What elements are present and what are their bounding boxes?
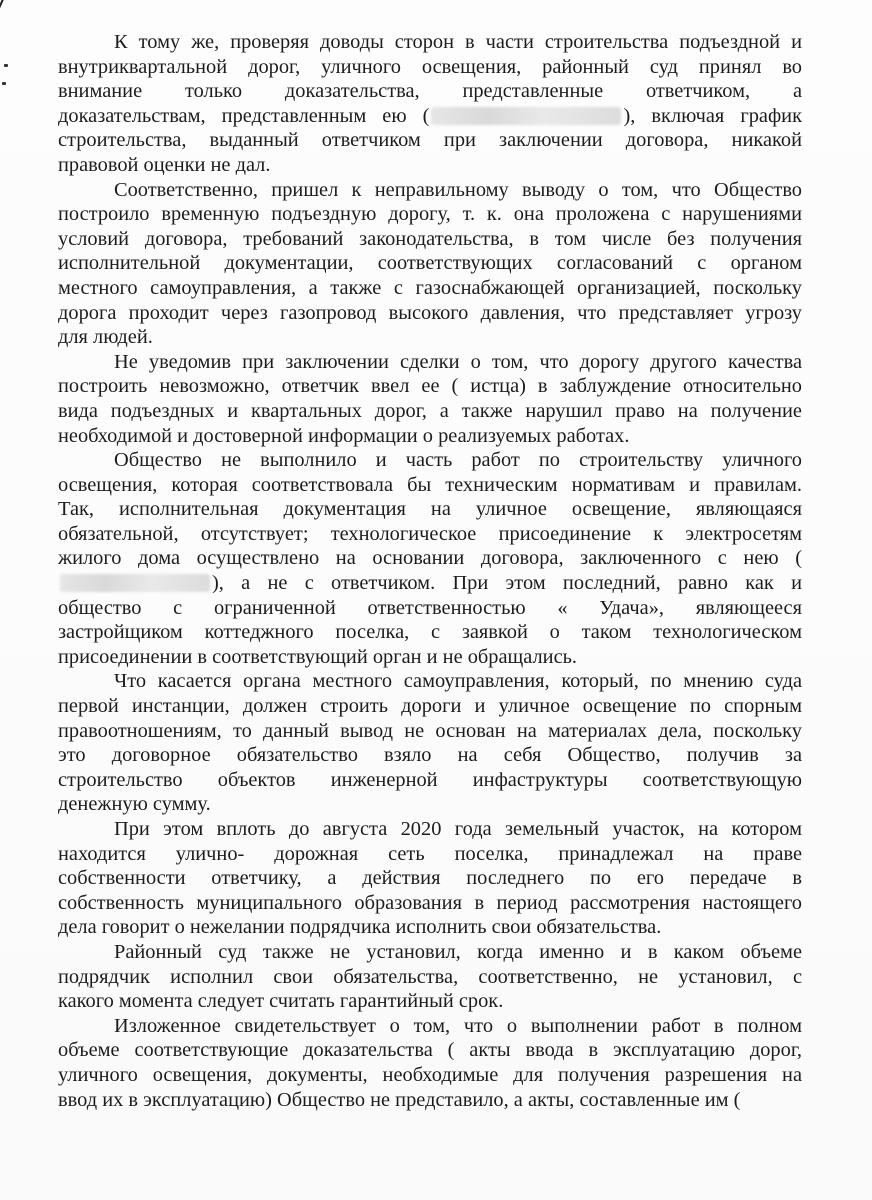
edge-dot	[2, 82, 6, 85]
text-line: подрядчик исполнил свои обязательства, соответственно, не установил, с	[58, 965, 802, 988]
text-line: объеме соответствующие доказательства ( акты ввода в эксплуатацию дорог,	[58, 1039, 802, 1062]
text-line: собственность муниципального образования в период рассмотрения настоящего	[58, 891, 802, 914]
page-edge-mark	[0, 0, 48, 130]
text-line: для людей.	[58, 326, 153, 349]
text-line-with-redaction	[58, 104, 802, 129]
text-line: Общество не выполнило и часть работ по строительству уличного	[114, 449, 802, 472]
text-line: какого момента следует считать гарантийный срок.	[58, 990, 504, 1013]
text-line: условий договора, требований законодательства, в том числе без получения	[58, 227, 802, 250]
text-fragment: ), включая график	[623, 104, 802, 127]
text-line: При этом вплоть до августа 2020 года земельный участок, на котором	[114, 818, 802, 840]
text-line: Соответственно, пришел к неправильному выводу о том, что Общество	[114, 178, 802, 201]
text-line: ввод их в эксплуатацию) Общество не представило, а акты, составленные им (	[58, 1088, 741, 1111]
text-line: собственности ответчику, а действия последнего по его передаче в	[58, 867, 802, 890]
text-line: освещения, которая соответствовала бы техническим нормативам и правилам.	[58, 473, 802, 496]
text-line: присоединении в соответствующий орган и не обращались.	[58, 645, 578, 668]
text-line: общество с ограниченной ответственностью « Удача», являющееся	[58, 596, 802, 619]
text-fragment: ), а не с ответчиком. При этом последний, равно как и	[212, 572, 802, 595]
text-line: внимание только доказательства, представленные ответчиком, а	[58, 80, 802, 103]
text-line: правовой оценки не дал.	[58, 153, 271, 176]
text-line: Так, исполнительная документация на уличное освещение, являющаяся	[58, 498, 802, 521]
text-line: Что касается органа местного самоуправления, который, по мнению суда	[114, 670, 802, 693]
paragraph-6	[58, 817, 802, 940]
text-line: Изложенное свидетельствует о том, что о выполнении работ в полном	[114, 1014, 802, 1037]
text-line: находится улично- дорожная сеть поселка, принадлежал на праве	[58, 842, 802, 865]
edge-dot	[4, 64, 8, 67]
text-line: правоотношениям, то данный вывод не основан на материалах дела, поскольку	[58, 719, 802, 742]
text-line: построить невозможно, ответчик ввел ее ( истца) в заблуждение относительно	[58, 375, 802, 398]
text-line: строительства, выданный ответчиком при заключении договора, никакой	[58, 129, 802, 152]
text-line: уличного освещения, документы, необходимые для получения разрешения на	[58, 1063, 802, 1086]
text-line: дела говорит о нежелании подрядчика исполнить свои обязательства.	[58, 916, 662, 939]
text-line: застройщиком коттеджного поселка, с заявкой о таком технологическом	[58, 621, 802, 644]
text-line: Не уведомив при заключении сделки о том, что дорогу другого качества	[114, 350, 802, 373]
text-line: внутриквартальной дорог, уличного освещения, районный суд принял во	[58, 55, 802, 78]
paragraph-3	[58, 350, 802, 448]
paragraph-1	[58, 30, 802, 178]
paragraph-8	[58, 1014, 802, 1112]
text-line: строительство объектов инженерной инфаструктуры соответствующую	[58, 768, 802, 791]
text-line: первой инстанции, должен строить дороги и уличное освещение по спорным	[58, 695, 802, 718]
text-line: вида подъездных и квартальных дорог, а также нарушил право на получение	[58, 399, 802, 422]
text-line: Районный суд также не установил, когда именно и в каком объеме	[114, 940, 802, 963]
document-body	[58, 30, 802, 1112]
text-line: жилого дома осуществлено на основании договора, заключенного с нею (	[58, 547, 802, 570]
text-fragment: доказательствам, представленным ею (	[58, 104, 430, 127]
text-line: обязательной, отсутствует; технологическое присоединение к электросетям	[58, 522, 802, 545]
redacted-name	[431, 107, 621, 125]
paragraph-7	[58, 940, 802, 1014]
text-line: местного самоуправления, а также с газоснабжающей организацией, поскольку	[58, 276, 802, 299]
paragraph-2	[58, 178, 802, 350]
text-line: дорога проходит через газопровод высокого давления, что представляет угрозу	[58, 301, 802, 324]
text-line: построило временную подъездную дорогу, т. к. она проложена с нарушениями	[58, 203, 802, 226]
text-line: необходимой и достоверной информации о реализуемых работах.	[58, 424, 630, 447]
text-line-with-redaction	[58, 571, 802, 596]
redacted-name	[60, 574, 210, 592]
text-line: это договорное обязательство взяло на себя Общество, получив за	[58, 744, 802, 767]
text-line: исполнительной документации, соответствующих согласований с органом	[58, 252, 802, 275]
paragraph-4	[58, 448, 802, 669]
text-line: денежную сумму.	[58, 793, 211, 816]
paragraph-5	[58, 669, 802, 817]
text-line: К тому же, проверяя доводы сторон в части строительства подъездной и	[114, 31, 802, 53]
